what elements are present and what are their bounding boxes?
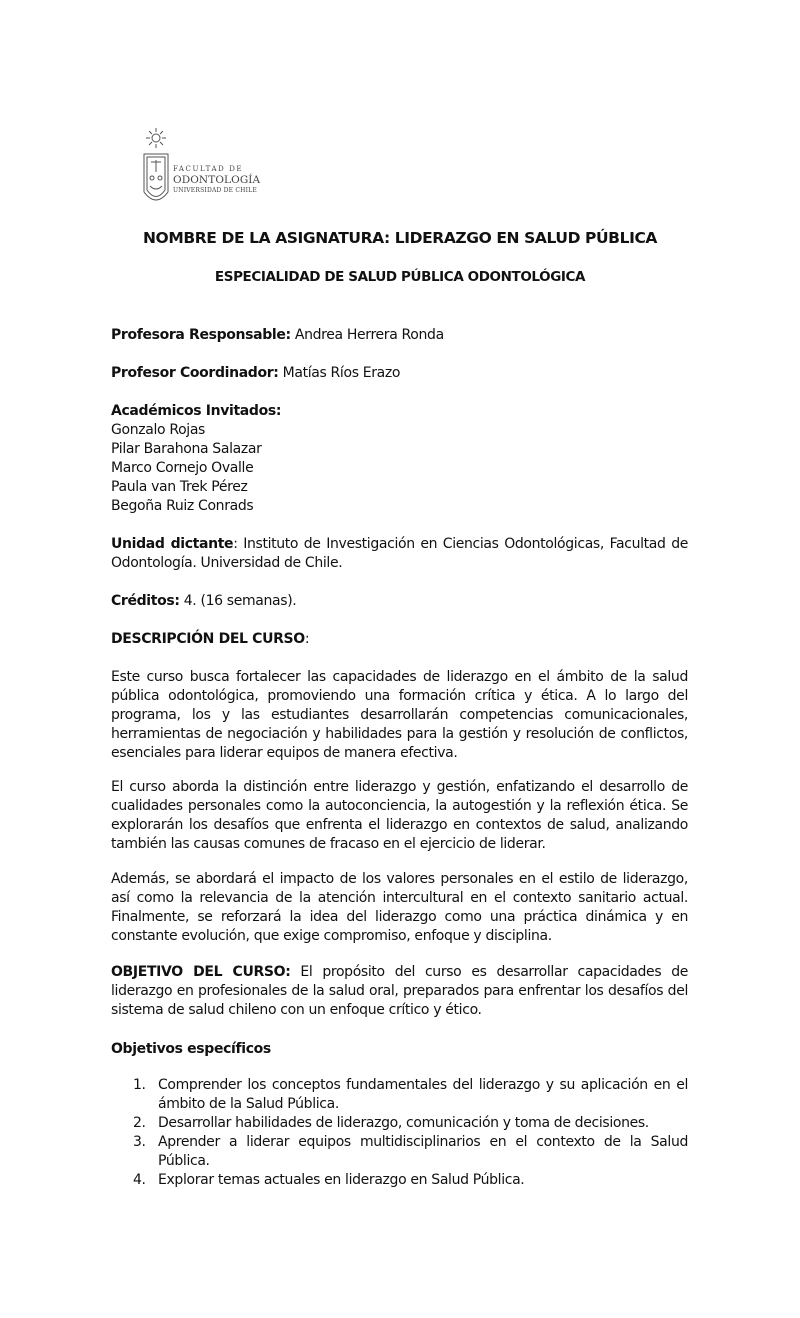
descripcion-heading-colon: : xyxy=(304,631,310,647)
unidad-value: : Instituto de Investigación en Ciencias Odontológicas, Facultad de Odontología. Universidad de Chile. xyxy=(111,536,688,571)
logo-text xyxy=(173,164,260,196)
list-item-text: Aprender a liderar equipos multidisciplinarios en el contexto de la Salud Pública. xyxy=(158,1134,688,1169)
creditos-label: Créditos: xyxy=(111,593,180,609)
list-item xyxy=(111,1171,688,1190)
course-title: NOMBRE DE LA ASIGNATURA: LIDERAZGO EN SALUD PÚBLICA xyxy=(142,229,658,247)
specialty-subtitle: ESPECIALIDAD DE SALUD PÚBLICA ODONTOLÓGICA xyxy=(214,269,586,285)
creditos-value: 4. (16 semanas). xyxy=(179,593,297,609)
objetivo-value: El propósito del curso es desarrollar capacidades de liderazgo en profesionales de la salud oral, preparados para enfrentar los desafíos del sistema de salud chileno con un enfoque crítico y ético. xyxy=(111,964,688,1018)
objetivo-label: OBJETIVO DEL CURSO: xyxy=(111,964,291,980)
logo-line-university: UNIVERSIDAD DE CHILE xyxy=(173,187,257,194)
invitado-name: Gonzalo Rojas xyxy=(111,422,205,438)
invitado-name: Pilar Barahona Salazar xyxy=(111,441,262,457)
objetivos-especificos-heading-text: Objetivos específicos xyxy=(111,1041,271,1057)
descripcion-heading xyxy=(111,630,688,649)
university-crest-icon xyxy=(141,126,171,210)
profesora-label: Profesora Responsable: xyxy=(111,327,291,343)
profesora-responsable xyxy=(111,326,688,345)
logo-line-odontologia: ODONTOLOGÍA xyxy=(173,174,261,186)
coordinador-value: Matías Ríos Erazo xyxy=(278,365,401,381)
descripcion-paragraph: El curso aborda la distinción entre liderazgo y gestión, enfatizando el desarrollo de cualidades personales como la autoconciencia, la autogestión y la reflexión ética. Se explorarán los desafíos que enfrenta el liderazgo en contextos de salud, analizando también las causas comunes de fracaso en el ejercicio de liderar. xyxy=(111,779,688,852)
list-item-text: Desarrollar habilidades de liderazgo, comunicación y toma de decisiones. xyxy=(158,1115,649,1131)
descripcion-paragraph: Además, se abordará el impacto de los valores personales en el estilo de liderazgo, así como la relevancia de la atención intercultural en el contexto sanitario actual. Finalmente, se reforzará la idea del liderazgo como una práctica dinámica y en constante evolución, que exige compromiso, enfoque y disciplina. xyxy=(111,871,688,944)
list-item-text: Comprender los conceptos fundamentales del liderazgo y su aplicación en el ámbito de la Salud Pública. xyxy=(158,1077,688,1112)
unidad-dictante xyxy=(111,535,688,573)
objetivos-especificos-list xyxy=(111,1076,688,1190)
unidad-label: Unidad dictante xyxy=(111,536,234,552)
list-item xyxy=(111,1114,688,1133)
descripcion-heading-text: DESCRIPCIÓN DEL CURSO xyxy=(111,631,305,647)
invitado-name: Paula van Trek Pérez xyxy=(111,479,248,495)
profesor-coordinador xyxy=(111,364,688,383)
profesora-value: Andrea Herrera Ronda xyxy=(290,327,444,343)
objetivos-especificos-heading xyxy=(111,1040,688,1059)
list-item-number: 2. xyxy=(133,1115,146,1131)
list-item-text: Explorar temas actuales en liderazgo en Salud Pública. xyxy=(158,1172,525,1188)
invitado-name: Begoña Ruiz Conrads xyxy=(111,498,254,514)
list-item xyxy=(111,1133,688,1171)
faculty-logo xyxy=(141,126,261,210)
list-item-number: 3. xyxy=(133,1134,146,1150)
objetivo-del-curso xyxy=(111,963,688,1020)
coordinador-label: Profesor Coordinador: xyxy=(111,365,279,381)
academicos-invitados xyxy=(111,402,688,516)
list-item-number: 4. xyxy=(133,1172,146,1188)
list-item-number: 1. xyxy=(133,1077,146,1093)
invitados-label: Académicos Invitados: xyxy=(111,403,282,419)
invitado-name: Marco Cornejo Ovalle xyxy=(111,460,254,476)
list-item xyxy=(111,1076,688,1114)
creditos xyxy=(111,592,688,611)
descripcion-paragraph: Este curso busca fortalecer las capacidades de liderazgo en el ámbito de la salud pública odontológica, promoviendo una formación crítica y ética. A lo largo del programa, los y las estudiantes desarrollarán competencias comunicacionales, herramientas de negociación y habilidades para la gestión y resolución de conflictos, esenciales para liderar equipos de manera efectiva. xyxy=(111,669,688,761)
logo-line-faculty: FACULTAD DE xyxy=(173,165,244,173)
